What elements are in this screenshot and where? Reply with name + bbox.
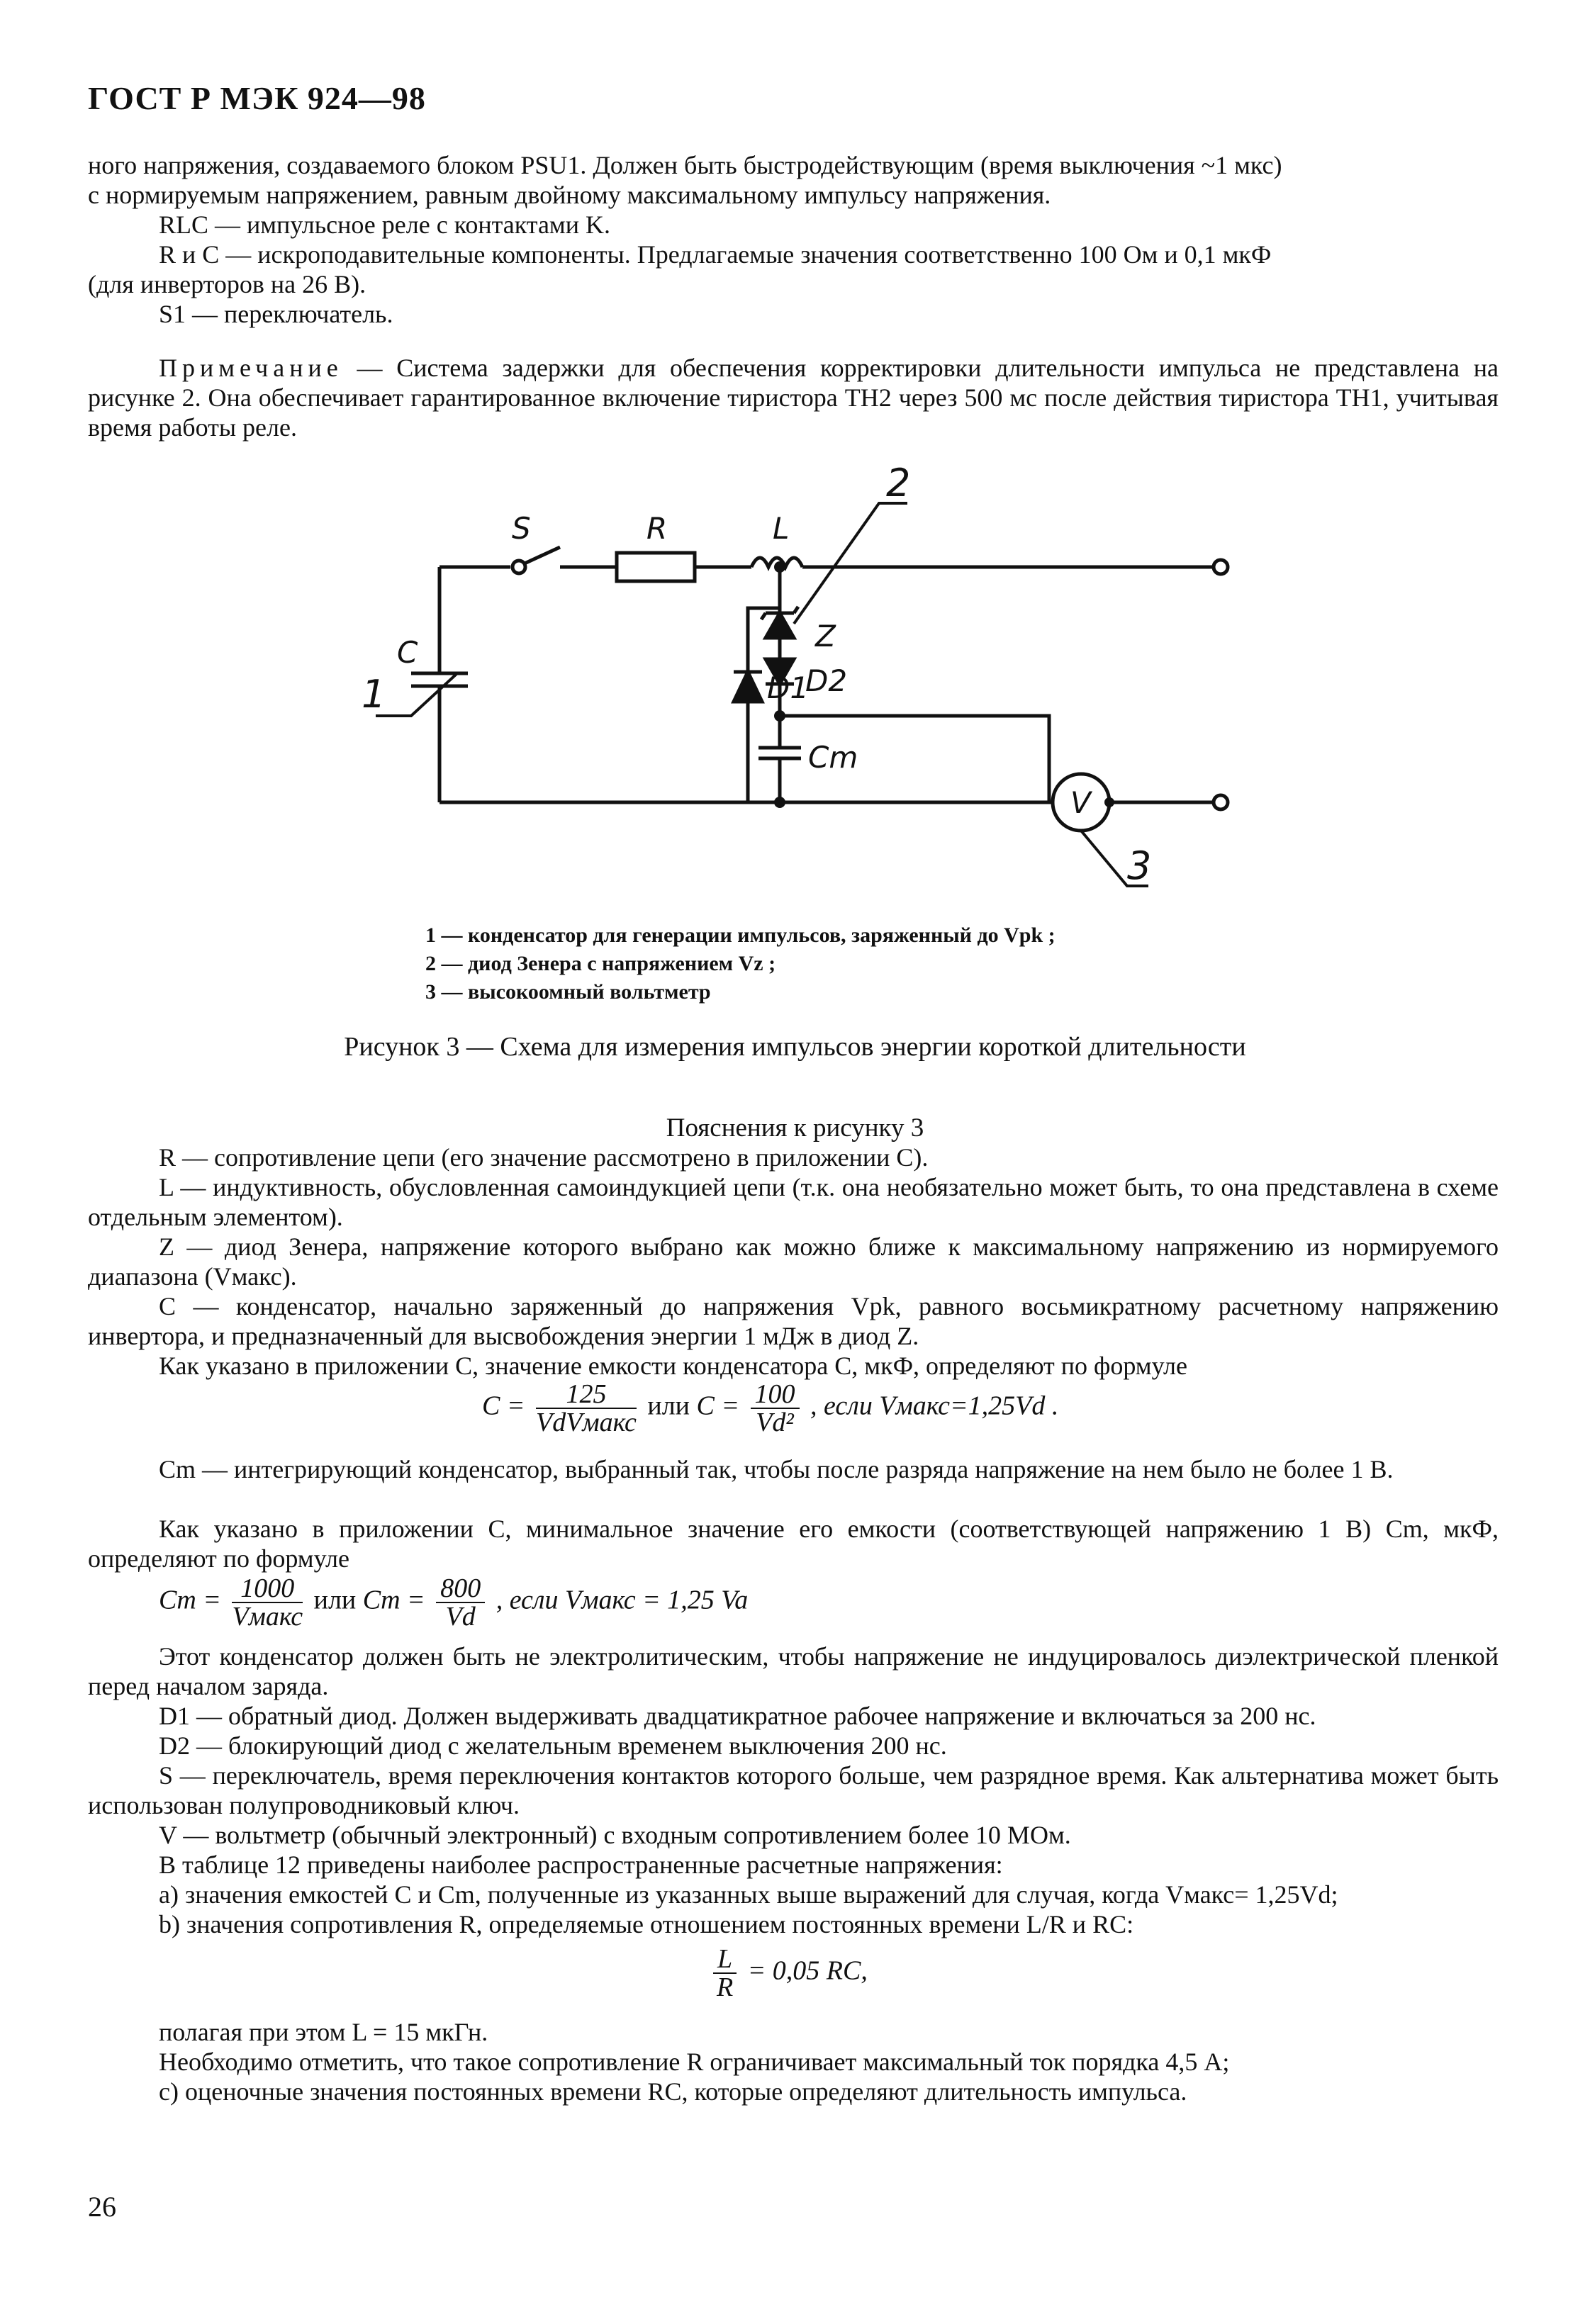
intro-line-2: с нормируемым напряжением, равным двойному максимальному импульсу напряжения.	[88, 181, 1051, 209]
formula-c-lhs2: C =	[696, 1391, 740, 1421]
def-d1: D1 — обратный диод. Должен выдерживать двадцатикратное рабочее напряжение и включаться за 200 нс.	[159, 1702, 1316, 1730]
explanations-heading: Пояснения к рисунку 3	[666, 1113, 924, 1143]
label-d2: D2	[805, 663, 848, 698]
formula-c	[482, 1381, 1058, 1436]
leader-2	[794, 503, 907, 624]
def-c: C — конденсатор, начально заряженный до напряжения Vpk, равного восьмикратному расчетному напряжению инвертора, и предназначенный для высвобождения энергии 1 мДж в диод Z.	[88, 1292, 1499, 1350]
def-r: R — сопротивление цепи (его значение рассмотрено в приложении С).	[159, 1143, 929, 1172]
formula-c-den1: VdVмакс	[536, 1408, 637, 1437]
label-d1: D1	[767, 670, 810, 705]
label-3: 3	[1127, 843, 1152, 888]
formula-cm-or: или	[313, 1585, 357, 1615]
given-l: полагая при этом L = 15 мкГн.	[159, 2018, 488, 2046]
switch-blade	[525, 547, 560, 563]
note-label: Примечание	[159, 354, 343, 382]
formula-lr-den: R	[716, 1972, 734, 2002]
formula-c-or: или	[647, 1391, 690, 1421]
label-s: S	[512, 511, 531, 546]
note-current: Необходимо отметить, что такое сопротивление R ограничивает максимальный ток порядка 4,5 А;	[159, 2048, 1230, 2076]
legend-item-2: 2 — диод Зенера с напряжением Vz ;	[425, 952, 776, 975]
formula-c-lhs: C =	[482, 1391, 525, 1421]
formula-cm-lhs: Cm =	[159, 1585, 221, 1615]
formula-lr-num: L	[713, 1946, 737, 1974]
label-2: 2	[886, 461, 911, 505]
label-r: R	[646, 511, 668, 546]
label-z: Z	[815, 619, 836, 653]
formula-c-num2: 100	[751, 1381, 800, 1409]
s1-definition: S1 — переключатель.	[159, 300, 393, 328]
cm-formula-intro: Как указано в приложении С, минимальное значение его емкости (соответствующей напряжению 1 В) Cm, мкФ, определяют по формуле	[88, 1515, 1499, 1573]
zener-diode	[766, 613, 794, 638]
formula-cm-den2: Vd	[445, 1602, 476, 1632]
formula-c-den2: Vd²	[756, 1408, 794, 1437]
junction-3	[774, 797, 785, 808]
formula-cm-lhs2: Cm =	[362, 1585, 425, 1615]
intro-line-1: ного напряжения, создаваемого блоком PSU1. Должен быть быстродействующим (время выключения ~1 мкс)	[88, 151, 1282, 179]
formula-c-num1: 125	[536, 1381, 637, 1409]
def-s: S — переключатель, время переключения контактов которого больше, чем разрядное время. Как альтернатива может быть использован полупроводниковый ключ.	[88, 1761, 1499, 1819]
junction-2	[774, 710, 785, 722]
formula-lr-rhs: = 0,05 RC,	[747, 1955, 868, 1986]
def-d2: D2 — блокирующий диод с желательным временем выключения 200 нс.	[159, 1731, 947, 1760]
item-a: а) значения емкостей С и Cm, полученные из указанных выше выражений для случая, когда Vмакс= 1,25Vd;	[159, 1880, 1338, 1909]
formula-c-condition: , если Vмакс=1,25Vd .	[810, 1391, 1059, 1421]
legend-item-1: 1 — конденсатор для генерации импульсов, заряженный до Vpk ;	[425, 924, 1056, 947]
formula-lr	[709, 1946, 868, 2001]
figure-caption: Рисунок 3 — Схема для измерения импульсов энергии короткой длительности	[344, 1032, 1246, 1062]
def-cm: Cm — интегрирующий конденсатор, выбранный так, чтобы после разряда напряжение на нем было не более 1 В.	[159, 1455, 1394, 1483]
label-1: 1	[362, 672, 386, 717]
circuit-diagram	[326, 461, 1262, 914]
resistor-r	[617, 553, 695, 581]
diode-d1	[734, 672, 762, 702]
terminal-top	[1214, 560, 1228, 574]
label-l: L	[773, 511, 790, 546]
junction-4	[1104, 797, 1114, 807]
def-l: L — индуктивность, обусловленная самоиндукцией цепи (т.к. она необязательно может быть, то она представлена в схеме отдельным элементом).	[88, 1173, 1499, 1231]
def-z: Z — диод Зенера, напряжение которого выбрано как можно ближе к максимальному напряжению из нормируемого диапазона (Vмакс).	[88, 1233, 1499, 1291]
item-b: b) значения сопротивления R, определяемые отношением постоянных времени L/R и RC:	[159, 1910, 1134, 1938]
switch-contact	[513, 561, 525, 573]
note-paragraph	[88, 353, 1499, 442]
junction-1	[774, 561, 785, 573]
legend-item-3: 3 — высокоомный вольтметр	[425, 980, 711, 1004]
formula-cm-num1: 1000	[232, 1575, 303, 1603]
rc-definition-line-1: R и C — искроподавительные компоненты. Предлагаемые значения соответственно 100 Ом и 0,1 мкФ	[159, 240, 1272, 269]
rc-definition-line-2: (для инверторов на 26 В).	[88, 270, 366, 298]
non-electrolytic-note: Этот конденсатор должен быть не электролитическим, чтобы напряжение не индуцировалось диэлектрической пленкой перед началом заряда.	[88, 1642, 1499, 1700]
terminal-bottom	[1214, 795, 1228, 809]
document-header: ГОСТ Р МЭК 924—98	[88, 80, 426, 116]
c-formula-intro: Как указано в приложении С, значение емкости конденсатора С, мкФ, определяют по формуле	[159, 1352, 1187, 1380]
table-intro: В таблице 12 приведены наиболее распространенные расчетные напряжения:	[159, 1851, 1003, 1879]
note-text: — Система задержки для обеспечения корректировки длительности импульса не представлена на рисунке 2. Она обеспечивает гарантированное включение тиристора TH2 через 500 мс после действия тиристора TH1, учитывая время работы реле.	[88, 354, 1499, 442]
formula-cm-num2: 800	[436, 1575, 485, 1603]
formula-cm-condition: , если Vмакс = 1,25 Va	[496, 1585, 749, 1615]
formula-cm-den1: Vмакс	[232, 1602, 303, 1632]
label-cm: Cm	[808, 740, 858, 775]
label-c: C	[397, 635, 418, 670]
formula-cm	[159, 1575, 748, 1630]
rlc-definition: RLC — импульсное реле с контактами K.	[159, 210, 610, 239]
label-v: V	[1070, 785, 1091, 820]
leader-1	[376, 673, 457, 716]
def-v: V — вольтметр (обычный электронный) с входным сопротивлением более 10 МОм.	[159, 1821, 1071, 1849]
item-c: с) оценочные значения постоянных времени RC, которые определяют длительность импульса.	[159, 2077, 1187, 2106]
page-number: 26	[88, 2191, 116, 2223]
